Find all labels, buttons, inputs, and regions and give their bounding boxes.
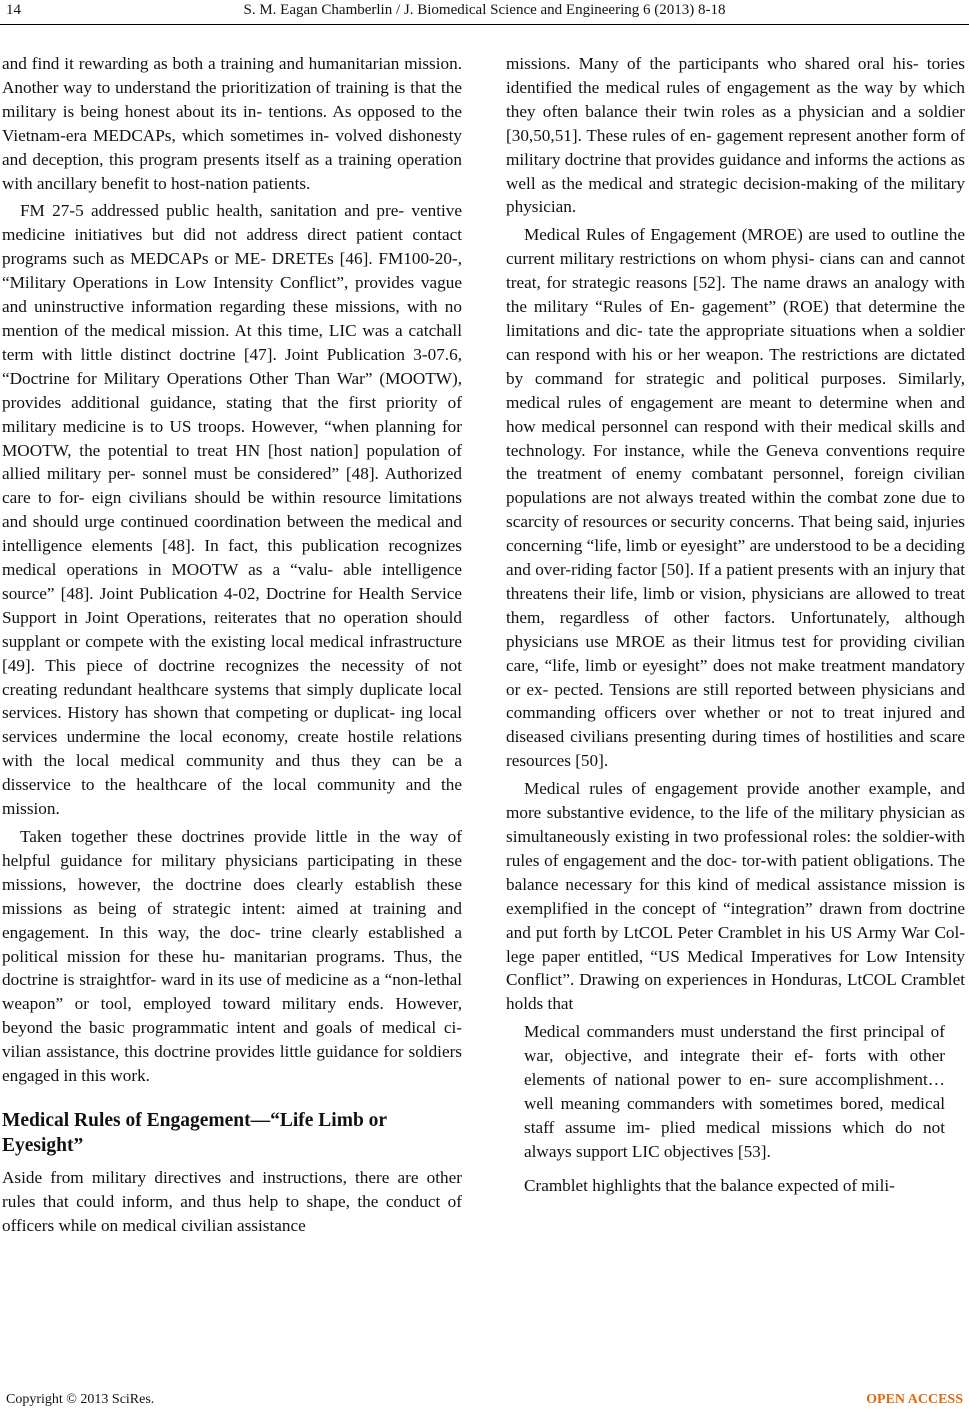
page-header (0, 0, 969, 24)
paragraph: and find it rewarding as both a training and humanitarian mission. Another way to understand the prioritization of training is that the military is being honest about its in- tentions. As opposed to the Vietnam-era MEDCAPs, which sometimes in- volved dishonesty and deception, this program presents itself as a training operation with ancillary benefit to host-nation patients. (2, 54, 462, 193)
paragraph: Taken together these doctrines provide little in the way of helpful guidance for military physicians participating in these missions, however, the doctrine does clearly establish these missions as being of strategic intent: aimed at training and engagement. In this way, the doc- trine clearly established a political mission for these hu- manitarian programs. Thus, the doctrine is straightfor- ward in its use of medicine as a “non-lethal weapon” or tool, employed toward military ends. However, beyond the basic programmatic intent and goals of medical ci- vilian assistance, this doctrine provides little guidance for soldiers engaged in this work. (2, 827, 462, 1086)
open-access-label: OPEN ACCESS (866, 1392, 963, 1407)
block-quote: Medical commanders must understand the first principal of war, objective, and integrate their ef- forts with other elements of national power to en- sure accomplishment… well meaning commanders with sometimes bored, medical staff assume im- plied medical missions which do not always support LIC objectives [53]. (524, 1022, 945, 1161)
page-number: 14 (6, 2, 21, 18)
paragraph: FM 27-5 addressed public health, sanitation and pre- ventive medicine initiatives but did not address direct patient contact programs such as MEDCAPs or ME- DRETEs [46]. FM100-20-, “Military Operations in Low Intensity Conflict”, provides vague and uninstructive information regarding these missions, with no mention of the medical mission. At this time, LIC was a catchall term with little distinct doctrine [47]. Joint Publication 3-07.6, “Doctrine for Military Operations Other Than War” (MOOTW), provides additional guidance, stating that the first priority of military medicine is to US troops. However, “when planning for MOOTW, the potential to treat HN [host nation] population of allied military per- sonnel must be considered” [48]. Authorized care to for- eign civilians should be within resource limitations and should urge continued coordination between the medical and intelligence elements [48]. In fact, this publication recognizes medical operations in MOOTW as a “valu- able intelligence source” [48]. Joint Publication 4-02, Doctrine for Health Service Support in Joint Operations, reiterates that no operation should supplant or compete with the existing local medical infrastructure [49]. This piece of doctrine recognizes the necessity of not creating redundant healthcare systems that simply duplicate local services. History has shown that competing or duplicat- ing local services undermine the local economy, create hostile relations with the local medical community and thus they can be a disservice to the healthcare of the local community and the mission. (2, 201, 462, 819)
paragraph: Aside from military directives and instructions, there are other rules that could inform, and thus help to shape, the conduct of officers while on medical civilian assistance (2, 1167, 462, 1235)
running-head: S. M. Eagan Chamberlin / J. Biomedical Science and Engineering 6 (2013) 8-18 (243, 2, 726, 18)
page-footer (0, 1392, 969, 1414)
section-heading: Medical Rules of Engagement—“Life Limb or Eyesight” (2, 1109, 387, 1156)
right-column (506, 52, 965, 1202)
left-column (2, 52, 462, 1242)
paragraph: missions. Many of the participants who shared oral his- tories identified the medical rules of engagement as the way by which they often balance their twin roles as a physician and a soldier [30,50,51]. These rules of en- gagement represent another form of military doctrine that provides guidance and informs the actions as well as the medical and strategic decision-making of the military physician. (506, 54, 965, 217)
copyright-notice: Copyright © 2013 SciRes. (6, 1392, 155, 1407)
header-rule (0, 24, 969, 25)
paragraph: Medical rules of engagement provide another example, and more substantive evidence, to the life of the military physician as simultaneously existing in two professional roles: the soldier-with rules of engagement and the doc- tor-with patient obligations. The balance necessary for this kind of medical assistance mission is exemplified in the concept of “integration” drawn from doctrine and put forth by LtCOL Peter Cramblet in his US Army War Col- lege paper entitled, “US Medical Imperatives for Low Intensity Conflict”. Drawing on experiences in Honduras, LtCOL Cramblet holds that (506, 779, 965, 1014)
paragraph: Medical Rules of Engagement (MROE) are used to outline the current military restrictions on whom physi- cians can and cannot treat, for strategic reasons [52]. The name draws an analogy with the military “Rules of En- gagement” (ROE) that determine the limitations and dic- tate the appropriate situations when a soldier can respond with his or her weapon. The restrictions are dictated by command for strategic and political purposes. Similarly, medical rules of engagement are meant to determine when and how medical personnel can respond with their medical skills and technology. For instance, while the Geneva conventions require the treatment of enemy combatant personnel, foreign civilian populations are not always treated within the combat zone due to scarcity of resources or security concerns. That being said, injuries concerning “life, limb or eyesight” are understood to be a deciding and over-riding factor [50]. If a patient presents with an injury that threatens their life, limb or vision, physicians are allowed to treat them, regardless of other factors. Unfortunately, although physicians use MROE as their litmus test for providing civilian care, “life, limb or eyesight” does not make treatment mandatory or ex- pected. Tensions are still reported between physicians and commanding officers over whether or not to treat injured and diseased civilians presenting during times of hostilities and scare resources [50]. (506, 225, 965, 771)
paragraph: Cramblet highlights that the balance expected of mili- (524, 1175, 895, 1195)
